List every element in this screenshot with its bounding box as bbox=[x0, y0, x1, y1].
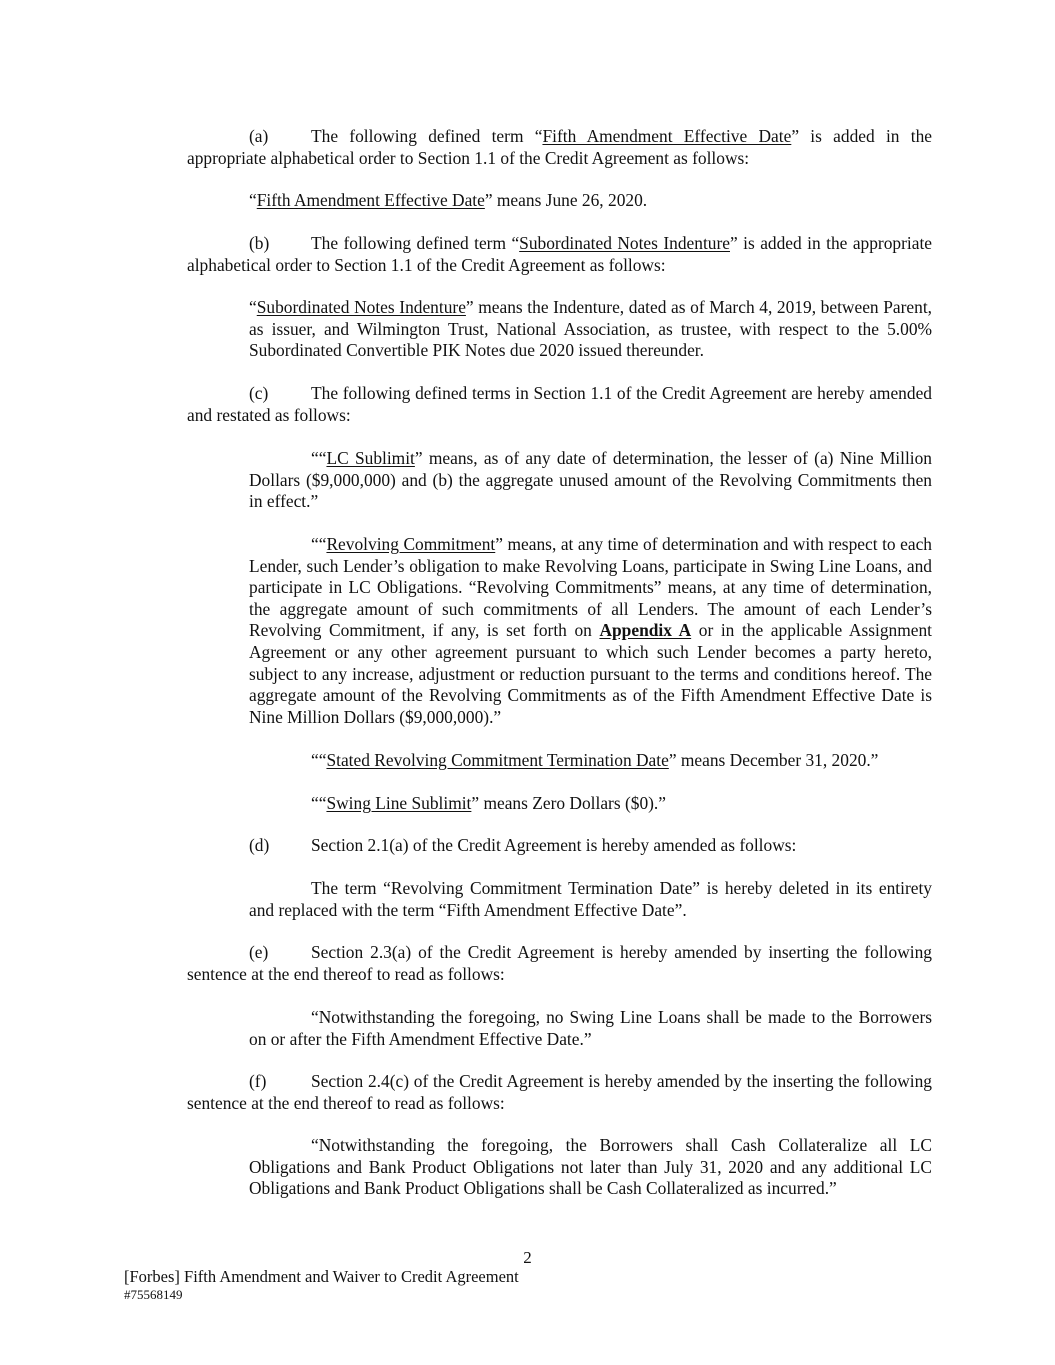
defined-term: Fifth Amendment Effective Date bbox=[256, 190, 485, 210]
section-e-label: (e) bbox=[249, 942, 269, 962]
section-f-intro: (f) Section 2.4(c) of the Credit Agreement is hereby amended by the inserting the following sentence at the end thereof to read as follows: bbox=[187, 1071, 932, 1113]
section-b-intro: (b) The following defined term “Subordinated Notes Indenture” is added in the appropriate alphabetical order to Section 1.1 of the Credit Agreement as follows: bbox=[187, 233, 932, 275]
section-e-intro: (e) Section 2.3(a) of the Credit Agreement is hereby amended by inserting the following sentence at the end thereof to read as follows: bbox=[187, 942, 932, 984]
defined-term: Fifth Amendment Effective Date bbox=[542, 126, 792, 146]
lc-sublimit-definition: ““LC Sublimit” means, as of any date of determination, the lesser of (a) Nine Million Dollars ($9,000,000) and (b) the aggregate unused amount of the Revolving Commitments then in effect.” bbox=[249, 448, 932, 512]
section-d-body: The term “Revolving Commitment Termination Date” is hereby deleted in its entirety and replaced with the term “Fifth Amendment Effective Date”. bbox=[249, 878, 932, 920]
defined-term: Swing Line Sublimit bbox=[326, 793, 472, 813]
defined-term: Subordinated Notes Indenture bbox=[519, 233, 730, 253]
section-f-body: “Notwithstanding the foregoing, the Borrowers shall Cash Collateralize all LC Obligations and Bank Product Obligations not later than July 31, 2020 and any additional LC Obligations and Bank Product Obligations shall be Cash Collateralized as incurred.” bbox=[249, 1135, 932, 1199]
appendix-reference: Appendix A bbox=[599, 620, 692, 641]
section-c-label: (c) bbox=[249, 383, 269, 403]
footer-doc-id: #75568149 bbox=[124, 1287, 183, 1302]
section-a-label: (a) bbox=[249, 126, 269, 146]
section-b-label: (b) bbox=[249, 233, 270, 253]
swing-line-sublimit-definition: ““Swing Line Sublimit” means Zero Dollars ($0).” bbox=[311, 793, 666, 813]
defined-term: Revolving Commitment bbox=[326, 534, 496, 554]
defined-term: Stated Revolving Commitment Termination Date bbox=[326, 750, 669, 770]
section-c-intro: (c) The following defined terms in Section 1.1 of the Credit Agreement are hereby amended and restated as follows: bbox=[187, 383, 932, 425]
revolving-commitment-definition: ““Revolving Commitment” means, at any time of determination and with respect to each Lender, such Lender’s obligation to make Revolving Loans, participate in Swing Line Loans, and participate in LC Obligations. “Revolving Commitments” means, at any time of determination, the aggregate amount of such commitments of all Lenders. The amount of each Lender’s Revolving Commitment, if any, is set forth on Appendix A or in the applicable Assignment Agreement or any other agreement pursuant to which such Lender becomes a party hereto, subject to any increase, adjustment or reduction pursuant to the terms and conditions hereof. The aggregate amount of the Revolving Commitments as of the Fifth Amendment Effective Date is Nine Million Dollars ($9,000,000).” bbox=[249, 534, 933, 727]
section-d-intro: (d) Section 2.1(a) of the Credit Agreement is hereby amended as follows: bbox=[249, 835, 797, 855]
footer-title: [Forbes] Fifth Amendment and Waiver to Credit Agreement bbox=[124, 1267, 519, 1286]
section-f-label: (f) bbox=[249, 1071, 267, 1091]
section-d-label: (d) bbox=[249, 835, 270, 855]
section-e-body: “Notwithstanding the foregoing, no Swing Line Loans shall be made to the Borrowers on or after the Fifth Amendment Effective Date.” bbox=[249, 1007, 932, 1049]
defined-term: Subordinated Notes Indenture bbox=[256, 297, 466, 317]
stated-termination-date-definition: ““Stated Revolving Commitment Termination Date” means December 31, 2020.” bbox=[311, 750, 879, 770]
section-b-definition: “Subordinated Notes Indenture” means the Indenture, dated as of March 4, 2019, between Parent, as issuer, and Wilmington Trust, National Association, as trustee, with respect to the 5.00% Subordinated Convertible PIK Notes due 2020 issued thereunder. bbox=[249, 297, 932, 361]
section-a-intro: (a) The following defined term “Fifth Amendment Effective Date” is added in the appropriate alphabetical order to Section 1.1 of the Credit Agreement as follows: bbox=[187, 126, 932, 168]
defined-term: LC Sublimit bbox=[326, 448, 415, 468]
section-a-definition: “Fifth Amendment Effective Date” means June 26, 2020. bbox=[249, 190, 648, 210]
page-number: 2 bbox=[523, 1248, 532, 1267]
